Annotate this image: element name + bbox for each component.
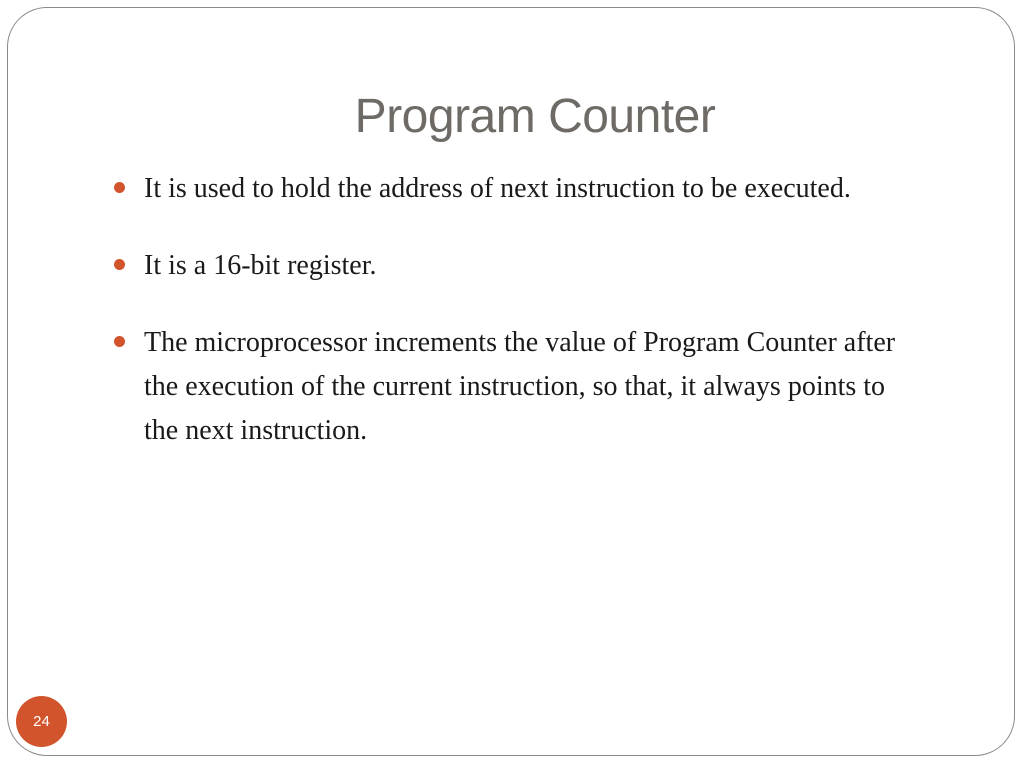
- bullet-dot-icon: [114, 182, 125, 193]
- bullet-item: [112, 167, 912, 211]
- page-number-badge: 24: [16, 696, 67, 747]
- bullet-dot-icon: [114, 259, 125, 270]
- bullet-item: [112, 244, 912, 288]
- bullet-text: The microprocessor increments the value of Program Counter after the execution of the current instruction, so that, it always points to the next instruction.: [144, 327, 896, 446]
- bullet-text: It is used to hold the address of next instruction to be executed.: [144, 173, 851, 204]
- bullet-list: [112, 167, 912, 486]
- bullet-dot-icon: [114, 336, 125, 347]
- bullet-text: It is a 16-bit register.: [144, 250, 377, 281]
- bullet-item: [112, 321, 912, 453]
- slide-title: Program Counter: [354, 90, 716, 143]
